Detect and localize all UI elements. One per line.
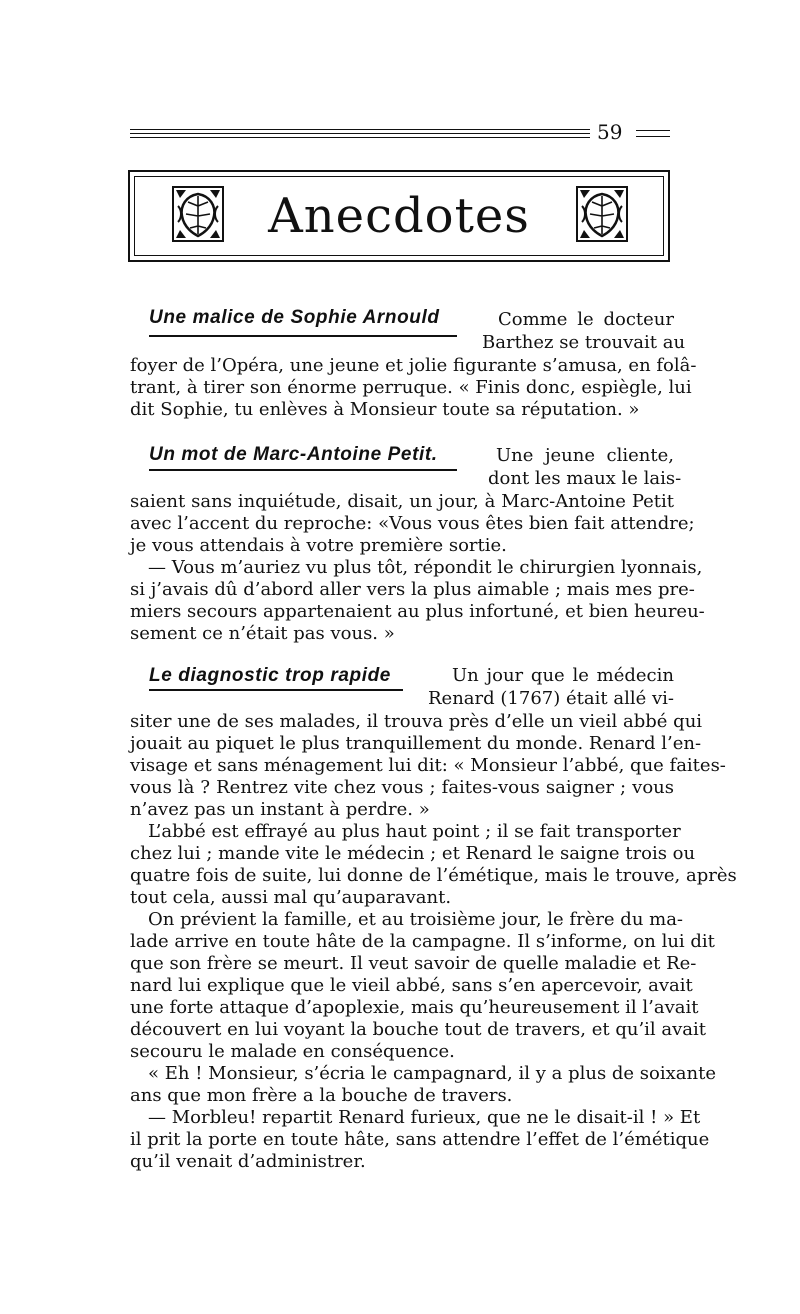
running-head-rule	[130, 129, 590, 130]
page-number-rule	[636, 136, 670, 137]
text-line: « Eh ! Monsieur, s’écria le campagnard, il y a plus de soixante	[148, 1063, 717, 1084]
text-line: lade arrive en toute hâte de la campagne. Il s’informe, on lui dit	[130, 931, 715, 952]
text-line: visage et sans ménagement lui dit: « Monsieur l’abbé, que faites-	[130, 755, 726, 776]
text-line: découvert en lui voyant la bouche tout de travers, et qu’il avait	[130, 1019, 707, 1040]
text-line: dont les maux le lais-	[488, 468, 682, 489]
text-line: Comme le docteur	[498, 309, 674, 330]
heading-underline	[149, 469, 457, 471]
running-head-rule	[130, 137, 590, 138]
text-line: On prévient la famille, et au troisième jour, le frère du ma-	[148, 909, 684, 930]
text-line: il prit la porte en toute hâte, sans attendre l’effet de l’émétique	[130, 1129, 710, 1150]
text-line: quatre fois de suite, lui donne de l’émétique, mais le trouve, après	[130, 865, 737, 886]
text-line: tout cela, aussi mal qu’auparavant.	[130, 887, 452, 908]
text-line: sement ce n’était pas vous. »	[130, 623, 395, 644]
page-number-rule	[636, 130, 670, 131]
text-line: chez lui ; mande vite le médecin ; et Renard le saigne trois ou	[130, 843, 696, 864]
text-line: dit Sophie, tu enlèves à Monsieur toute sa réputation. »	[130, 399, 640, 420]
heading-underline	[149, 335, 457, 337]
text-line: Renard (1767) était allé vi-	[428, 688, 674, 709]
text-line: miers secours appartenaient au plus infortuné, et bien heureu-	[130, 601, 705, 622]
text-line: qu’il venait d’administrer.	[130, 1151, 366, 1172]
chapter-title: Anecdotes	[268, 188, 530, 244]
text-line: siter une de ses malades, il trouva près d’elle un vieil abbé qui	[130, 711, 703, 732]
text-line: Barthez se trouvait au	[482, 332, 686, 353]
text-line: Un jour que le médecin	[452, 665, 674, 686]
text-line: une forte attaque d’apoplexie, mais qu’heureusement il l’avait	[130, 997, 699, 1018]
text-line: je vous attendais à votre première sortie.	[130, 535, 507, 556]
leaf-ornament-right	[576, 186, 628, 242]
text-line: Une jeune cliente,	[496, 445, 674, 466]
text-line: si j’avais dû d’abord aller vers la plus aimable ; mais mes pre-	[130, 579, 695, 600]
text-line: que son frère se meurt. Il veut savoir de quelle maladie et Re-	[130, 953, 697, 974]
text-line: secouru le malade en conséquence.	[130, 1041, 455, 1062]
section-heading: Le diagnostic trop rapide	[149, 665, 391, 686]
text-line: avec l’accent du reproche: «Vous vous êtes bien fait attendre;	[130, 513, 695, 534]
text-line: L’abbé est effrayé au plus haut point ; il se fait transporter	[148, 821, 681, 842]
text-line: — Vous m’auriez vu plus tôt, répondit le chirurgien lyonnais,	[148, 557, 703, 578]
text-line: nard lui explique que le vieil abbé, sans s’en apercevoir, avait	[130, 975, 693, 996]
text-line: saient sans inquiétude, disait, un jour, à Marc-Antoine Petit	[130, 491, 674, 512]
text-line: trant, à tirer son énorme perruque. « Finis donc, espiègle, lui	[130, 377, 692, 398]
section-heading: Un mot de Marc-Antoine Petit.	[149, 444, 438, 465]
text-line: n’avez pas un instant à perdre. »	[130, 799, 430, 820]
running-head-rule	[130, 133, 590, 134]
page-number: 59	[597, 120, 623, 144]
section-heading: Une malice de Sophie Arnould	[149, 307, 440, 328]
heading-underline	[149, 689, 403, 691]
text-line: — Morbleu! repartit Renard furieux, que ne le disait-il ! » Et	[148, 1107, 701, 1128]
leaf-ornament-left	[172, 186, 224, 242]
text-line: vous là ? Rentrez vite chez vous ; faites-vous saigner ; vous	[130, 777, 674, 798]
text-line: ans que mon frère a la bouche de travers.	[130, 1085, 513, 1106]
text-line: jouait au piquet le plus tranquillement du monde. Renard l’en-	[130, 733, 702, 754]
text-line: foyer de l’Opéra, une jeune et jolie figurante s’amusa, en folâ-	[130, 355, 697, 376]
